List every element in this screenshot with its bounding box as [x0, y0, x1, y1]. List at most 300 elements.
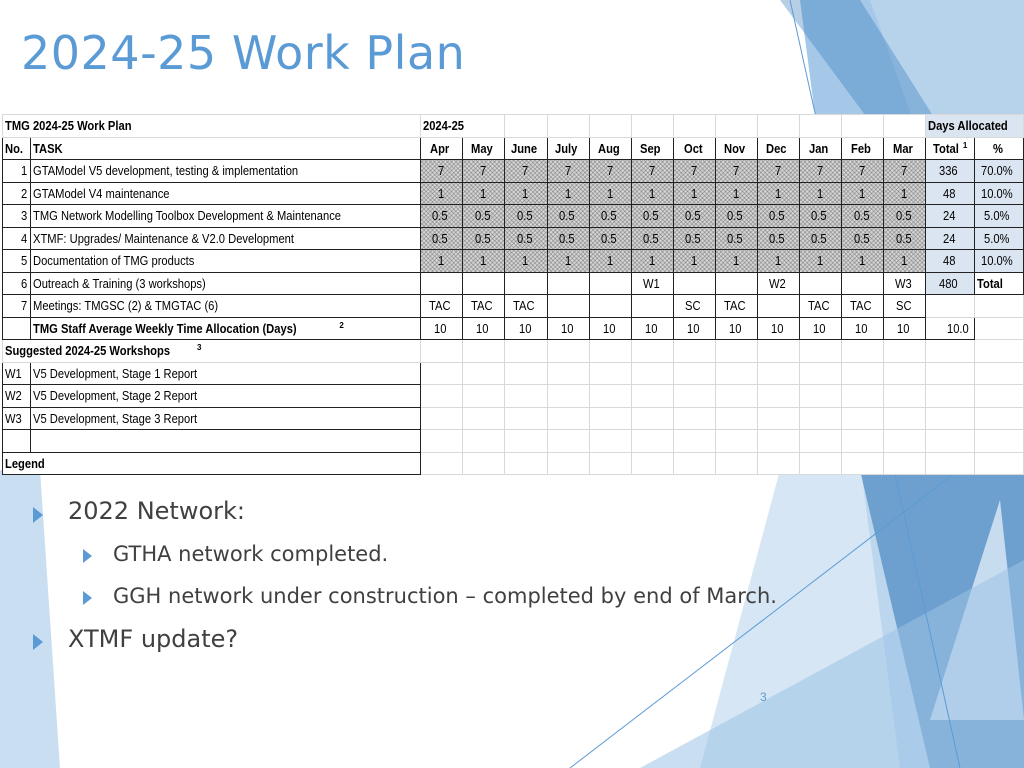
year-label: [420, 115, 504, 138]
blank-cell: [926, 295, 975, 318]
blank-cell: [842, 115, 884, 138]
table-title-row: [3, 115, 1024, 138]
blank-cell: [799, 385, 841, 408]
month-header: [799, 137, 841, 160]
meeting-month-value-text: TAC: [471, 298, 493, 314]
task-month-value-text: 1: [901, 253, 908, 269]
blank-cell: [420, 430, 462, 453]
task-month-value: [757, 182, 799, 205]
blank-cell: [884, 340, 926, 363]
blank-cell: [463, 385, 505, 408]
workshop-code: [3, 362, 31, 385]
task-month-value-text: 1: [732, 253, 739, 269]
blank-cell: [884, 385, 926, 408]
task-month-value: [884, 250, 926, 273]
task-month-value-text: 0.5: [643, 208, 659, 224]
blank-cell: [715, 407, 757, 430]
blank-cell: [757, 340, 799, 363]
blank-cell: [842, 407, 884, 430]
staff-month-value-text: 10: [518, 320, 532, 336]
task-percent-text: 10.0%: [980, 253, 1013, 269]
task-total-text: 24: [942, 230, 956, 246]
task-month-value-text: 7: [606, 163, 613, 179]
blank-cell: [547, 452, 589, 475]
task-month-value-text: 0.5: [853, 208, 870, 224]
workshop-description: [30, 385, 420, 408]
task-name: [30, 160, 420, 183]
month-header: [420, 137, 462, 160]
task-percent: [975, 160, 1024, 183]
blank-cell: [926, 407, 975, 430]
outreach-month-value: [420, 272, 462, 295]
task-month-value: [420, 227, 462, 250]
task-month-value: [631, 250, 673, 273]
col-total-note: 1: [962, 140, 968, 150]
meeting-month-value: [631, 295, 673, 318]
task-name: [30, 250, 420, 273]
workshop-code-text: W3: [5, 410, 22, 426]
task-total: [926, 160, 975, 183]
blank-cell: [975, 407, 1024, 430]
task-month-value: [631, 182, 673, 205]
blank-cell: [673, 430, 715, 453]
task-number: [3, 250, 31, 273]
blank-cell: [842, 362, 884, 385]
blank-cell: [799, 115, 841, 138]
blank-cell: [975, 317, 1024, 340]
legend-row: [3, 452, 1024, 475]
task-month-value: [463, 250, 505, 273]
blank-cell: [420, 452, 462, 475]
overall-total-text: 480: [939, 275, 958, 291]
staff-month-value: [842, 317, 884, 340]
task-month-value: [799, 227, 841, 250]
month-header-text: Dec: [766, 140, 788, 156]
task-percent: [975, 250, 1024, 273]
task-month-value-text: 0.5: [559, 208, 575, 224]
task-row: [3, 227, 1024, 250]
bullet-arrow-icon: [83, 591, 92, 605]
blank-cell: [757, 407, 799, 430]
task-month-value: [757, 227, 799, 250]
outreach-month-value: [547, 272, 589, 295]
outreach-month-value: [757, 272, 799, 295]
task-name-text: GTAModel V4 maintenance: [32, 185, 170, 201]
task-month-value-text: 0.5: [895, 208, 912, 224]
task-number-text: 4: [20, 230, 27, 246]
meeting-month-value: [715, 295, 757, 318]
month-header-text: Jan: [809, 140, 829, 156]
month-header-text: May: [470, 140, 493, 156]
blank-cell: [30, 430, 420, 453]
staff-month-value-text: 10: [729, 320, 742, 336]
task-month-value-text: 1: [690, 185, 697, 201]
year-label-text: 2024-25: [422, 118, 464, 134]
staff-month-value-text: 10: [560, 320, 574, 336]
task-month-value: [884, 182, 926, 205]
col-percent: [975, 137, 1024, 160]
task-month-value: [884, 227, 926, 250]
task-percent-text: 5.0%: [984, 208, 1010, 224]
task-name-text: Documentation of TMG products: [32, 253, 195, 269]
task-month-value-text: 0.5: [685, 230, 701, 246]
task-month-value-text: 7: [732, 163, 739, 179]
empty-row: [3, 430, 1024, 453]
blank-cell: [842, 430, 884, 453]
workshops-heading: [3, 340, 421, 363]
staff-month-value: [631, 317, 673, 340]
month-header: [547, 137, 589, 160]
outreach-month-value-text: W3: [894, 275, 912, 291]
task-month-value: [842, 160, 884, 183]
page-number: 3: [760, 690, 767, 704]
task-month-value: [715, 227, 757, 250]
task-month-value: [715, 205, 757, 228]
task-total: [926, 205, 975, 228]
table-title-text: TMG 2024-25 Work Plan: [5, 118, 132, 134]
task-month-value-text: 7: [774, 163, 782, 179]
blank-cell: [631, 115, 673, 138]
blank-cell: [505, 115, 547, 138]
blank-cell: [547, 430, 589, 453]
blank-cell: [420, 407, 462, 430]
workshop-description: [30, 362, 420, 385]
blank-cell: [547, 407, 589, 430]
blank-cell: [799, 407, 841, 430]
outreach-month-value: [631, 272, 673, 295]
task-month-value-text: 0.5: [432, 208, 448, 224]
meeting-month-value: [757, 295, 799, 318]
staff-month-value-text: 10: [855, 320, 868, 336]
legend-label-text: Legend: [5, 455, 45, 471]
month-header-text: Sep: [640, 140, 661, 156]
blank-cell: [715, 362, 757, 385]
task-month-value: [589, 205, 631, 228]
blank-cell: [631, 385, 673, 408]
col-percent-text: %: [993, 140, 1004, 156]
task-month-value: [420, 160, 462, 183]
meeting-month-value-text: TAC: [513, 298, 535, 314]
blank-cell: [589, 452, 631, 475]
task-month-value: [463, 182, 505, 205]
task-month-value: [842, 205, 884, 228]
blank-cell: [884, 407, 926, 430]
blank-cell: [673, 115, 715, 138]
blank-cell: [884, 115, 926, 138]
task-month-value-text: 0.5: [811, 208, 828, 224]
col-no-text: No.: [5, 140, 24, 156]
task-month-value: [589, 227, 631, 250]
blank-cell: [673, 407, 715, 430]
task-month-value: [589, 182, 631, 205]
blank-cell: [589, 362, 631, 385]
task-month-value-text: 0.5: [643, 230, 659, 246]
workshops-heading-row: [3, 340, 1024, 363]
task-month-value: [715, 182, 757, 205]
blank-cell: [505, 362, 547, 385]
month-header: [715, 137, 757, 160]
task-month-value-text: 0.5: [474, 208, 491, 224]
blank-cell: [926, 340, 975, 363]
task-number: [3, 227, 31, 250]
blank-cell: [842, 385, 884, 408]
meeting-month-value-text: TAC: [428, 298, 451, 314]
task-month-value-text: 0.5: [769, 230, 785, 246]
month-header-text: Oct: [683, 140, 703, 156]
task-month-value-text: 1: [648, 253, 656, 269]
task-month-value-text: 0.5: [853, 230, 870, 246]
task-month-value-text: 1: [606, 253, 613, 269]
blank-cell: [926, 430, 975, 453]
blank-cell: [842, 452, 884, 475]
task-month-value: [842, 182, 884, 205]
blank-cell: [463, 407, 505, 430]
staff-month-value: [673, 317, 715, 340]
staff-month-value: [799, 317, 841, 340]
month-header: [589, 137, 631, 160]
overall-total-label: [975, 272, 1024, 295]
task-number: [3, 182, 31, 205]
meeting-month-value: [842, 295, 884, 318]
task-month-value: [420, 182, 462, 205]
task-name: [30, 227, 420, 250]
task-name: [30, 182, 420, 205]
task-month-value-text: 1: [437, 185, 445, 201]
task-number-text: 1: [20, 163, 27, 179]
month-header: [463, 137, 505, 160]
legend-label: [3, 452, 421, 475]
task-month-value-text: 1: [732, 185, 739, 201]
workshop-code: [3, 385, 31, 408]
workshop-description-text: V5 Development, Stage 2 Report: [32, 388, 197, 404]
outreach-month-value-text: W2: [768, 275, 786, 291]
task-number-text: 2: [20, 185, 27, 201]
task-month-value: [673, 250, 715, 273]
staff-month-value: [589, 317, 631, 340]
task-month-value-text: 0.5: [601, 208, 617, 224]
meeting-month-value: [463, 295, 505, 318]
month-header: [884, 137, 926, 160]
blank-cell: [547, 340, 589, 363]
table-title: [3, 115, 421, 138]
bullet-arrow-icon: [33, 507, 43, 523]
task-month-value-text: 0.5: [727, 230, 743, 246]
meeting-month-value: [547, 295, 589, 318]
blank-cell: [926, 452, 975, 475]
task-percent: [975, 227, 1024, 250]
meeting-month-value-text: SC: [895, 298, 912, 314]
blank-cell: [673, 340, 715, 363]
blank-cell: [799, 340, 841, 363]
task-total-text: 48: [942, 185, 956, 201]
blank-cell: [757, 452, 799, 475]
task-number-text: 7: [20, 298, 27, 314]
month-header-text: Feb: [851, 140, 871, 156]
blank-cell: [420, 340, 462, 363]
blank-cell: [842, 340, 884, 363]
workshop-row: [3, 385, 1024, 408]
bullet-level-1: XTMF update?: [68, 625, 239, 653]
staff-month-value-text: 10: [897, 320, 910, 336]
blank-cell: [547, 362, 589, 385]
task-percent-text: 70.0%: [980, 163, 1013, 179]
task-month-value-text: 7: [437, 163, 445, 179]
blank-cell: [715, 430, 757, 453]
bullet-level-2: GTHA network completed.: [113, 542, 389, 566]
blank-cell: [715, 340, 757, 363]
staff-allocation-label: [30, 317, 420, 340]
blank-cell: [884, 430, 926, 453]
col-task: [30, 137, 420, 160]
task-month-value-text: 1: [816, 253, 824, 269]
month-header-text: Aug: [597, 140, 620, 156]
task-month-value: [757, 250, 799, 273]
task-number-text: 5: [20, 253, 27, 269]
blank-cell: [975, 430, 1024, 453]
task-month-value-text: 1: [858, 185, 866, 201]
task-month-value: [757, 160, 799, 183]
staff-month-value-text: 10: [603, 320, 616, 336]
blank-cell: [715, 115, 757, 138]
staff-month-value-text: 10: [771, 320, 784, 336]
meeting-month-value: [505, 295, 547, 318]
task-name-text: Outreach & Training (3 workshops): [32, 275, 206, 291]
blank-cell: [631, 340, 673, 363]
task-month-value: [715, 250, 757, 273]
task-month-value-text: 0.5: [516, 230, 533, 246]
bullet-arrow-icon: [83, 549, 92, 563]
blank-cell: [505, 407, 547, 430]
blank-cell: [505, 452, 547, 475]
task-month-value-text: 1: [606, 185, 613, 201]
task-month-value-text: 7: [522, 163, 529, 179]
col-no: [3, 137, 31, 160]
meeting-month-value-text: TAC: [723, 298, 746, 314]
blank-cell: [589, 115, 631, 138]
blank-cell: [463, 362, 505, 385]
blank-cell: [463, 430, 505, 453]
blank-cell: [631, 407, 673, 430]
task-month-value-text: 7: [479, 163, 487, 179]
blank-cell: [926, 385, 975, 408]
column-header-row: [3, 137, 1024, 160]
blank-cell: [589, 430, 631, 453]
task-month-value-text: 7: [816, 163, 824, 179]
decor-shape-left: [0, 470, 60, 768]
task-month-value-text: 7: [564, 163, 571, 179]
task-month-value: [547, 227, 589, 250]
task-month-value: [420, 205, 462, 228]
task-month-value: [715, 160, 757, 183]
task-total-text: 48: [942, 253, 956, 269]
task-total: [926, 182, 975, 205]
task-month-value: [547, 182, 589, 205]
task-month-value: [505, 205, 547, 228]
staff-allocation-row: [3, 317, 1024, 340]
task-month-value: [547, 250, 589, 273]
meeting-month-value-text: TAC: [850, 298, 872, 314]
task-month-value-text: 1: [816, 185, 824, 201]
outreach-month-value: [842, 272, 884, 295]
staff-month-value-text: 10: [645, 320, 658, 336]
task-month-value: [463, 205, 505, 228]
task-month-value-text: 0.5: [516, 208, 533, 224]
task-month-value: [757, 205, 799, 228]
staff-month-value: [715, 317, 757, 340]
blank-cell: [715, 385, 757, 408]
task-month-value-text: 1: [901, 185, 908, 201]
blank-cell: [547, 385, 589, 408]
task-month-value: [547, 205, 589, 228]
month-header-text: June: [510, 140, 537, 156]
workshop-row: [3, 407, 1024, 430]
blank-cell: [884, 452, 926, 475]
col-total-text: Total: [932, 140, 959, 156]
task-number-text: 3: [20, 208, 27, 224]
month-header-text: July: [555, 140, 578, 156]
workshop-code: [3, 407, 31, 430]
task-name: [30, 272, 420, 295]
blank-cell: [975, 385, 1024, 408]
task-month-value-text: 1: [522, 185, 529, 201]
staff-month-value: [757, 317, 799, 340]
month-header: [757, 137, 799, 160]
task-month-value-text: 1: [479, 185, 487, 201]
task-month-value: [505, 160, 547, 183]
outreach-month-value: [505, 272, 547, 295]
blank-cell: [589, 407, 631, 430]
staff-month-value: [547, 317, 589, 340]
blank-cell: [975, 362, 1024, 385]
col-task-text: TASK: [32, 140, 63, 156]
bullet-level-1: 2022 Network:: [68, 497, 245, 525]
task-row: [3, 250, 1024, 273]
blank-cell: [505, 430, 547, 453]
meeting-month-value: [799, 295, 841, 318]
task-month-value-text: 0.5: [811, 230, 828, 246]
staff-month-value: [463, 317, 505, 340]
outreach-month-value: [589, 272, 631, 295]
task-month-value: [842, 250, 884, 273]
blank-cell: [3, 430, 31, 453]
blank-cell: [589, 340, 631, 363]
task-month-value: [799, 160, 841, 183]
task-month-value: [842, 227, 884, 250]
task-number: [3, 205, 31, 228]
task-percent: [975, 205, 1024, 228]
task-month-value-text: 7: [901, 163, 908, 179]
task-month-value-text: 0.5: [769, 208, 785, 224]
workshops-heading-text: Suggested 2024-25 Workshops: [5, 343, 171, 359]
task-name-text: XTMF: Upgrades/ Maintenance & V2.0 Development: [32, 230, 294, 246]
task-month-value-text: 7: [690, 163, 697, 179]
task-percent-text: 10.0%: [980, 185, 1013, 201]
staff-month-value-text: 10: [434, 320, 447, 336]
blank-cell: [757, 430, 799, 453]
staff-month-value: [884, 317, 926, 340]
task-name-text: TMG Network Modelling Toolbox Development & Maintenance: [32, 208, 341, 224]
task-percent: [975, 182, 1024, 205]
meeting-month-value: [589, 295, 631, 318]
month-header: [673, 137, 715, 160]
blank-cell: [757, 115, 799, 138]
blank-cell: [505, 340, 547, 363]
task-month-value-text: 1: [690, 253, 697, 269]
task-total-text: 24: [942, 208, 956, 224]
blank-cell: [3, 317, 31, 340]
task-number: [3, 160, 31, 183]
workshop-description: [30, 407, 420, 430]
